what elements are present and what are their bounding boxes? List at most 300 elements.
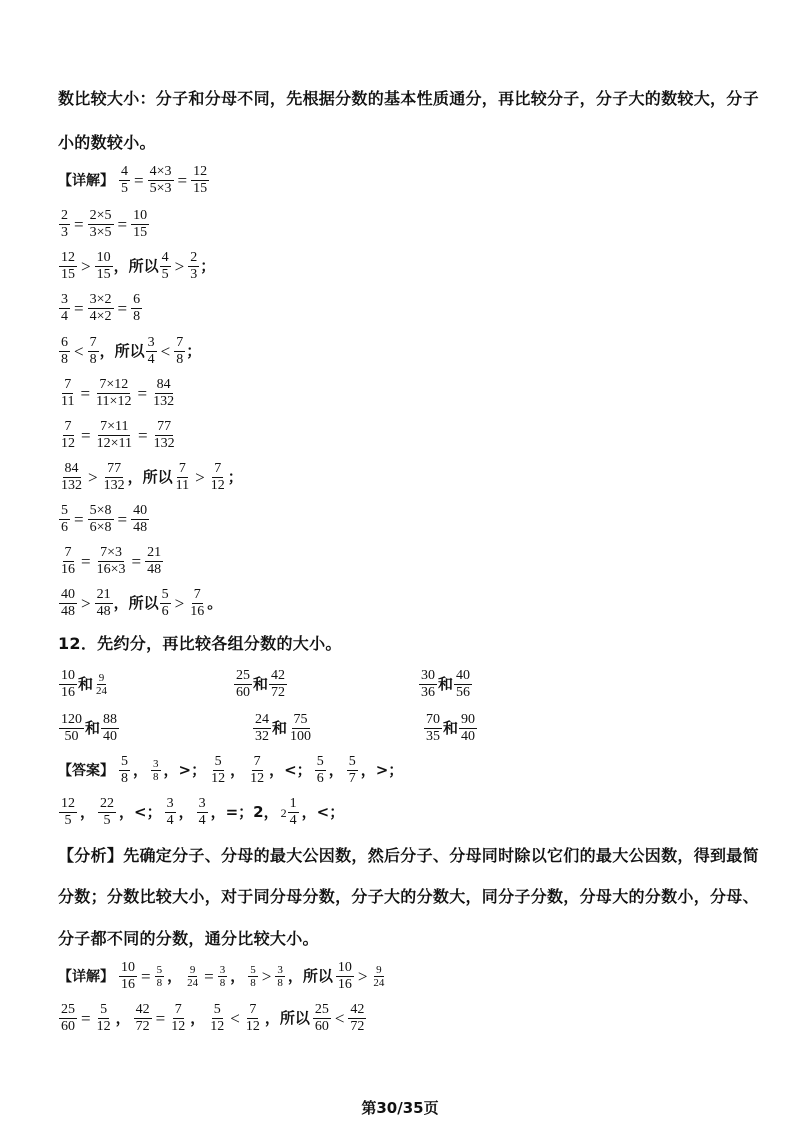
numerator: 25	[314, 1002, 329, 1017]
denominator: 8	[153, 771, 159, 783]
denominator: 15	[61, 267, 75, 282]
q12-detail-line-1	[58, 960, 387, 993]
page-footer: 第30/35页	[361, 1099, 439, 1117]
math-operator: =	[177, 171, 188, 190]
denominator: 6	[316, 771, 324, 786]
fraction	[59, 335, 70, 368]
q12-detail-content-2	[58, 1002, 367, 1035]
fraction	[98, 796, 116, 829]
math-operator: >	[88, 468, 98, 487]
fraction	[188, 250, 199, 283]
denominator: 5×3	[149, 181, 172, 196]
punctuation: ；	[186, 342, 202, 360]
fraction	[88, 503, 114, 536]
numerator: 4	[121, 164, 128, 179]
q12-detail-label: 【详解】	[58, 968, 114, 985]
numerator: 10	[133, 208, 148, 223]
numerator: 5	[213, 1002, 221, 1017]
denominator: 35	[426, 729, 440, 744]
numerator: 70	[426, 712, 440, 727]
math-operator: =	[131, 552, 142, 571]
denominator: 16	[61, 685, 75, 700]
numerator: 5	[214, 754, 222, 769]
numerator: 88	[103, 712, 118, 727]
q11-row	[58, 250, 215, 283]
math-operator: =	[81, 1009, 91, 1028]
numerator: 5×8	[89, 503, 112, 518]
fraction	[88, 208, 114, 241]
math-operator: =	[80, 384, 91, 403]
fraction-pair	[58, 712, 120, 745]
punctuation: ；	[227, 468, 243, 486]
math-operator: =	[81, 552, 91, 571]
denominator: 36	[421, 685, 435, 700]
math-operator: <	[230, 1009, 240, 1028]
numerator: 9	[376, 964, 382, 976]
denominator: 132	[103, 478, 125, 493]
math-operator: >	[81, 257, 91, 276]
fraction	[174, 461, 191, 494]
fraction	[288, 796, 299, 829]
numerator: 120	[61, 712, 82, 727]
text-segment: ，	[190, 1009, 206, 1027]
punctuation: 。	[207, 594, 223, 612]
numerator: 7	[253, 754, 261, 769]
numerator: 7	[64, 377, 72, 392]
numerator: 42	[271, 668, 286, 683]
denominator: 12	[250, 771, 265, 786]
denominator: 7	[348, 771, 356, 786]
numerator: 5	[121, 754, 128, 769]
fraction	[419, 668, 437, 701]
fraction	[59, 292, 70, 325]
q11-row	[58, 503, 150, 536]
numerator: 90	[461, 712, 476, 727]
fraction	[151, 377, 176, 410]
denominator: 5	[103, 813, 111, 828]
q12-detail-content-1	[118, 960, 387, 993]
denominator: 12	[210, 1019, 225, 1034]
numerator: 12	[193, 164, 208, 179]
conclusion-text: ，所以	[99, 342, 145, 360]
numerator: 7	[193, 587, 201, 602]
fraction	[95, 1002, 113, 1035]
fraction	[165, 796, 176, 829]
fraction	[59, 1002, 77, 1035]
fraction	[102, 461, 127, 494]
math-operator: =	[141, 967, 151, 986]
numerator: 9	[189, 964, 196, 976]
fraction	[188, 587, 206, 620]
and-word: 和	[438, 675, 454, 693]
denominator: 8	[121, 771, 128, 786]
denominator: 5	[161, 267, 169, 282]
and-word: 和	[253, 675, 269, 693]
answer-content-2	[58, 796, 346, 829]
fraction-pair	[423, 712, 478, 745]
denominator: 8	[176, 352, 184, 367]
text-segment: ，>；	[360, 761, 404, 779]
fraction	[59, 208, 70, 241]
numerator: 5	[156, 964, 163, 976]
fraction	[454, 668, 472, 701]
denominator: 4	[147, 352, 155, 367]
numerator: 2×5	[89, 208, 112, 223]
q11-row	[58, 335, 201, 368]
denominator: 132	[61, 478, 82, 493]
math-operator: >	[174, 594, 185, 613]
numerator: 3	[277, 964, 283, 976]
fraction	[148, 164, 174, 197]
numerator: 25	[61, 1002, 75, 1017]
numerator: 3	[147, 335, 155, 350]
math-operator: =	[117, 215, 128, 234]
numerator: 3	[219, 964, 226, 976]
numerator: 10	[337, 960, 352, 975]
numerator: 77	[107, 461, 122, 476]
answer-label: 【答案】	[58, 762, 114, 779]
denominator: 5	[121, 181, 128, 196]
math-operator: =	[137, 426, 148, 445]
fraction	[95, 587, 113, 620]
fraction	[209, 461, 227, 494]
denominator: 24	[373, 977, 385, 989]
numerator: 3	[198, 796, 206, 811]
math-operator: =	[74, 510, 84, 529]
numerator: 7	[214, 461, 222, 476]
denominator: 4×2	[89, 309, 112, 324]
denominator: 48	[133, 520, 148, 535]
denominator: 8	[61, 352, 68, 367]
math-operator: <	[74, 342, 84, 361]
denominator: 5	[64, 813, 72, 828]
fraction	[348, 1002, 366, 1035]
numerator: 5	[161, 587, 169, 602]
fraction	[185, 964, 200, 989]
text-segment: ，所以	[264, 1009, 310, 1027]
fraction-pair	[233, 668, 288, 701]
fraction	[131, 292, 142, 325]
fraction	[101, 712, 119, 745]
conclusion-text: ，所以	[113, 257, 159, 275]
numerator: 7	[249, 1002, 257, 1017]
denominator: 48	[61, 604, 75, 619]
numerator: 42	[135, 1002, 150, 1017]
denominator: 8	[133, 309, 141, 324]
denominator: 32	[255, 729, 269, 744]
fraction	[174, 335, 185, 368]
numerator: 40	[61, 587, 75, 602]
math-operator: =	[155, 1009, 166, 1028]
numerator: 75	[293, 712, 308, 727]
punctuation: ；	[200, 257, 216, 275]
fraction	[248, 754, 266, 787]
fraction	[152, 419, 177, 452]
numerator: 5	[250, 964, 256, 976]
answer-content-1	[118, 754, 405, 787]
fraction	[59, 377, 76, 410]
fraction	[315, 754, 326, 787]
numerator: 10	[121, 960, 135, 975]
numerator: 5	[316, 754, 324, 769]
q11-row	[58, 419, 178, 452]
denominator: 8	[277, 977, 283, 989]
numerator: 4×3	[149, 164, 172, 179]
fraction	[269, 668, 287, 701]
math-operator: =	[204, 967, 214, 986]
denominator: 12	[210, 478, 225, 493]
math-operator: <	[334, 1009, 345, 1028]
numerator: 3	[166, 796, 174, 811]
text-segment: ，<；	[119, 803, 162, 821]
numerator: 7	[89, 335, 97, 350]
numerator: 84	[156, 377, 171, 392]
denominator: 24	[96, 685, 108, 697]
denominator: 6×8	[89, 520, 112, 535]
fraction	[59, 461, 84, 494]
denominator: 12	[211, 771, 226, 786]
denominator: 6	[61, 520, 68, 535]
fraction	[131, 503, 149, 536]
answer-line-1	[58, 754, 405, 787]
fraction	[248, 964, 258, 989]
fraction	[94, 672, 109, 697]
fraction	[208, 1002, 226, 1035]
denominator: 3	[190, 267, 198, 282]
denominator: 6	[161, 604, 169, 619]
fraction	[160, 587, 171, 620]
denominator: 8	[219, 977, 226, 989]
fraction	[371, 964, 386, 989]
fraction	[197, 796, 208, 829]
numerator: 12	[61, 796, 75, 811]
and-word: 和	[85, 719, 101, 737]
numerator: 40	[456, 668, 471, 683]
intro-line-1: 数比较大小：分子和分母不同，先根据分数的基本性质通分，再比较分子，分子大的数较大，分子	[58, 89, 759, 108]
numerator: 3	[61, 292, 68, 307]
numerator: 6	[61, 335, 68, 350]
denominator: 72	[271, 685, 286, 700]
fraction	[234, 668, 252, 701]
fraction	[424, 712, 442, 745]
numerator: 7	[174, 1002, 182, 1017]
fraction	[59, 250, 77, 283]
denominator: 16	[61, 562, 75, 577]
denominator: 48	[96, 604, 111, 619]
math-operator: =	[117, 510, 128, 529]
fraction	[59, 545, 77, 578]
q12-title: 12．先约分，再比较各组分数的大小。	[58, 634, 342, 653]
math-operator: =	[74, 299, 84, 318]
denominator: 40	[461, 729, 476, 744]
fraction	[131, 208, 149, 241]
fraction	[288, 712, 313, 745]
mixed-whole-number: 2	[280, 805, 287, 820]
denominator: 15	[133, 225, 148, 240]
fraction	[160, 250, 171, 283]
numerator: 4	[161, 250, 169, 265]
denominator: 11	[61, 394, 75, 409]
fraction	[145, 545, 163, 578]
denominator: 15	[193, 181, 208, 196]
denominator: 40	[103, 729, 118, 744]
denominator: 16	[190, 604, 205, 619]
denominator: 56	[456, 685, 471, 700]
numerator: 7	[64, 545, 72, 560]
fraction	[119, 164, 130, 197]
math-operator: =	[81, 426, 91, 445]
q11-row	[58, 545, 164, 578]
and-word: 和	[443, 719, 459, 737]
q11-row	[58, 208, 150, 241]
fraction	[459, 712, 477, 745]
fraction	[59, 796, 77, 829]
denominator: 132	[153, 436, 175, 451]
fraction	[151, 758, 161, 783]
denominator: 4	[289, 813, 297, 828]
fraction	[88, 335, 99, 368]
text-segment: ，	[328, 761, 344, 779]
denominator: 3	[61, 225, 68, 240]
denominator: 48	[147, 562, 162, 577]
numerator: 7×12	[99, 377, 129, 392]
denominator: 12	[61, 436, 75, 451]
fraction	[59, 668, 77, 701]
math-operator: =	[137, 384, 148, 403]
math-operator: >	[174, 257, 185, 276]
analysis-line-3: 分子都不同的分数，通分比较大小。	[58, 929, 319, 948]
numerator: 84	[64, 461, 79, 476]
conclusion-text: ，所以	[113, 594, 159, 612]
denominator: 24	[187, 977, 199, 989]
numerator: 2	[190, 250, 198, 265]
denominator: 12	[96, 1019, 111, 1034]
fraction	[95, 419, 134, 452]
text-segment: ，	[133, 761, 149, 779]
denominator: 4	[198, 813, 206, 828]
denominator: 15	[96, 267, 111, 282]
text-segment: ，<；	[301, 803, 345, 821]
text-segment: ，	[167, 967, 183, 985]
numerator: 5	[61, 503, 68, 518]
fraction	[218, 964, 228, 989]
denominator: 11×12	[96, 394, 132, 409]
text-segment: ，所以	[287, 967, 333, 985]
numerator: 1	[289, 796, 297, 811]
fraction	[95, 545, 128, 578]
analysis-line-2: 分数；分数比较大小，对于同分母分数，分子大的分数大，同分子分数，分母大的分数小，分母、	[58, 887, 759, 906]
fraction	[313, 1002, 331, 1035]
fraction	[59, 419, 77, 452]
fraction-pair	[252, 712, 314, 745]
numerator: 21	[96, 587, 111, 602]
math-operator: >	[261, 967, 272, 986]
denominator: 60	[236, 685, 250, 700]
fraction	[155, 964, 165, 989]
q11-row	[58, 377, 177, 410]
math-operator: =	[134, 171, 144, 190]
numerator: 12	[61, 250, 75, 265]
numerator: 25	[236, 668, 250, 683]
text-segment: ，<；	[269, 761, 312, 779]
numerator: 2	[61, 208, 68, 223]
denominator: 16	[121, 977, 135, 992]
and-word: 和	[78, 675, 94, 693]
q12-detail-line-2	[58, 1002, 367, 1035]
math-operator: >	[357, 967, 368, 986]
text-segment: ，	[80, 803, 96, 821]
denominator: 16	[337, 977, 352, 992]
text-segment: ，	[115, 1009, 131, 1027]
numerator: 7	[64, 419, 72, 434]
numerator: 77	[157, 419, 172, 434]
fraction	[275, 964, 285, 989]
fraction	[119, 754, 130, 787]
q11-row	[58, 461, 243, 494]
numerator: 5	[100, 1002, 108, 1017]
denominator: 72	[350, 1019, 365, 1034]
numerator: 7×3	[100, 545, 122, 560]
denominator: 100	[290, 729, 312, 744]
text-segment: ，>；	[163, 761, 207, 779]
denominator: 16×3	[96, 562, 126, 577]
math-operator: =	[74, 215, 84, 234]
numerator: 7	[176, 335, 184, 350]
numerator: 42	[350, 1002, 365, 1017]
numerator: 3×2	[89, 292, 112, 307]
math-operator: >	[81, 594, 91, 613]
denominator: 132	[153, 394, 175, 409]
q11-row	[58, 587, 222, 620]
numerator: 10	[96, 250, 111, 265]
denominator: 4	[61, 309, 68, 324]
numerator: 6	[133, 292, 141, 307]
numerator: 30	[421, 668, 435, 683]
fraction-pair	[418, 668, 473, 701]
fraction	[59, 712, 84, 745]
denominator: 50	[64, 729, 79, 744]
fraction	[59, 503, 70, 536]
denominator: 12	[245, 1019, 260, 1034]
math-operator: =	[117, 299, 128, 318]
fraction	[191, 164, 209, 197]
fraction	[146, 335, 157, 368]
denominator: 8	[156, 977, 163, 989]
denominator: 11	[175, 478, 190, 493]
text-segment: ，	[230, 967, 246, 985]
text-segment: ，	[178, 803, 194, 821]
numerator: 3	[153, 758, 159, 770]
denominator: 3×5	[89, 225, 112, 240]
numerator: 22	[100, 796, 115, 811]
denominator: 60	[61, 1019, 75, 1034]
denominator: 4	[166, 813, 174, 828]
denominator: 8	[89, 352, 97, 367]
fraction	[336, 960, 354, 993]
conclusion-text: ，所以	[127, 468, 173, 486]
denominator: 12	[171, 1019, 186, 1034]
numerator: 10	[61, 668, 75, 683]
fraction	[169, 1002, 187, 1035]
fraction	[134, 1002, 152, 1035]
text-segment: ，=；2，	[210, 803, 279, 821]
numerator: 5	[348, 754, 356, 769]
analysis-line-1: 【分析】先确定分子、分母的最大公因数，然后分子、分母同时除以它们的最大公因数，得到最简	[58, 846, 759, 865]
intro-line-2: 小的数较小。	[58, 133, 156, 152]
math-operator: <	[160, 342, 171, 361]
numerator: 7	[178, 461, 186, 476]
answer-line-2	[58, 796, 346, 829]
